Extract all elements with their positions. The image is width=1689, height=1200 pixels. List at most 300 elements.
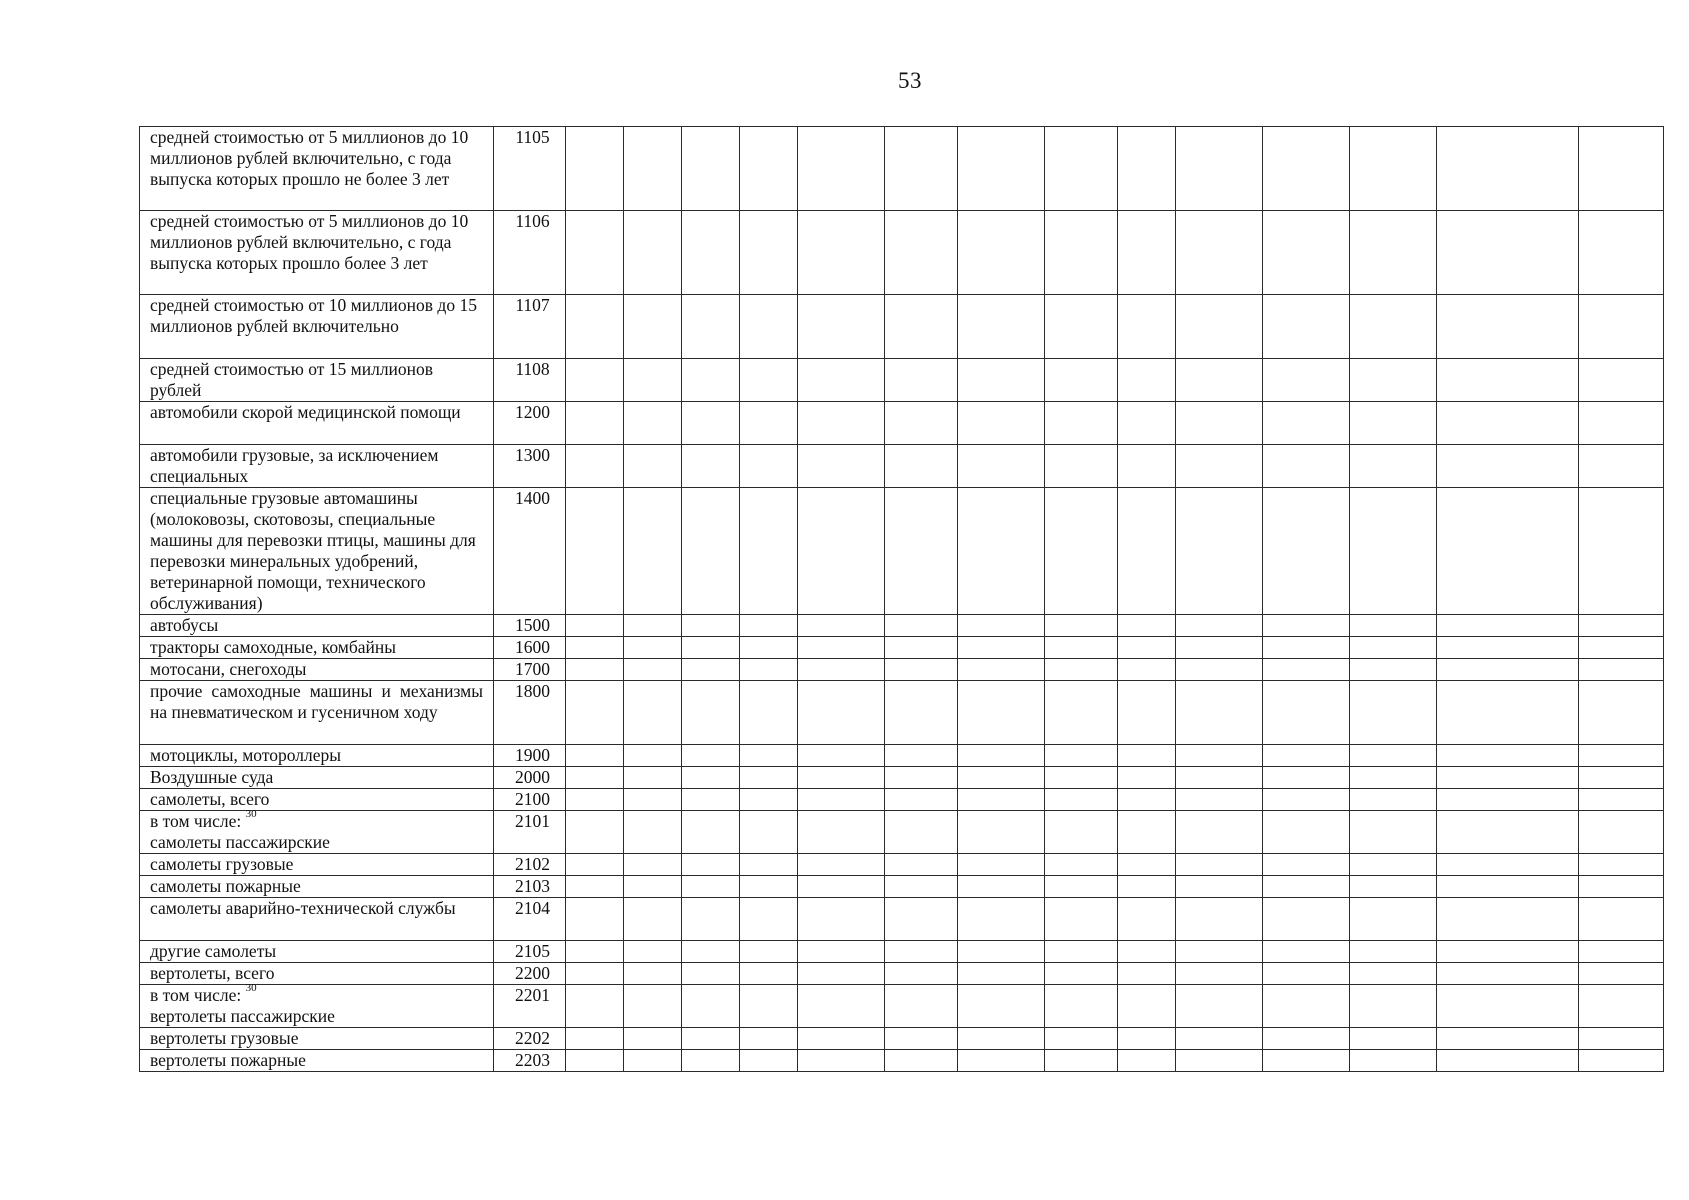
data-entry-cell[interactable]	[1045, 789, 1118, 811]
data-entry-cell[interactable]	[1045, 767, 1118, 789]
data-entry-cell[interactable]	[1118, 127, 1176, 211]
data-entry-cell[interactable]	[798, 767, 885, 789]
data-entry-cell[interactable]	[1118, 811, 1176, 854]
data-entry-cell[interactable]	[798, 1050, 885, 1072]
data-entry-cell[interactable]	[740, 1028, 798, 1050]
data-entry-cell[interactable]	[740, 127, 798, 211]
data-entry-cell[interactable]	[885, 402, 958, 445]
data-entry-cell[interactable]	[1176, 681, 1263, 745]
data-entry-cell[interactable]	[1437, 963, 1579, 985]
data-entry-cell[interactable]	[1118, 659, 1176, 681]
data-entry-cell[interactable]	[740, 745, 798, 767]
data-entry-cell[interactable]	[1118, 854, 1176, 876]
data-entry-cell[interactable]	[1118, 985, 1176, 1028]
data-entry-cell[interactable]	[682, 898, 740, 941]
data-entry-cell[interactable]	[958, 211, 1045, 295]
data-entry-cell[interactable]	[1263, 898, 1350, 941]
data-entry-cell[interactable]	[885, 359, 958, 402]
data-entry-cell[interactable]	[740, 898, 798, 941]
data-entry-cell[interactable]	[682, 659, 740, 681]
data-entry-cell[interactable]	[1263, 811, 1350, 854]
data-entry-cell[interactable]	[566, 659, 624, 681]
data-entry-cell[interactable]	[1045, 811, 1118, 854]
data-entry-cell[interactable]	[1350, 767, 1437, 789]
data-entry-cell[interactable]	[1350, 985, 1437, 1028]
data-entry-cell[interactable]	[885, 615, 958, 637]
data-entry-cell[interactable]	[958, 637, 1045, 659]
data-entry-cell[interactable]	[885, 898, 958, 941]
data-entry-cell[interactable]	[740, 876, 798, 898]
data-entry-cell[interactable]	[1437, 854, 1579, 876]
data-entry-cell[interactable]	[1263, 767, 1350, 789]
data-entry-cell[interactable]	[958, 898, 1045, 941]
data-entry-cell[interactable]	[1045, 854, 1118, 876]
data-entry-cell[interactable]	[1045, 615, 1118, 637]
data-entry-cell[interactable]	[682, 615, 740, 637]
data-entry-cell[interactable]	[798, 659, 885, 681]
data-entry-cell[interactable]	[1263, 488, 1350, 615]
data-entry-cell[interactable]	[566, 854, 624, 876]
data-entry-cell[interactable]	[798, 876, 885, 898]
data-entry-cell[interactable]	[624, 211, 682, 295]
data-entry-cell[interactable]	[1263, 295, 1350, 359]
data-entry-cell[interactable]	[740, 789, 798, 811]
data-entry-cell[interactable]	[958, 615, 1045, 637]
data-entry-cell[interactable]	[1579, 211, 1664, 295]
data-entry-cell[interactable]	[1579, 941, 1664, 963]
data-entry-cell[interactable]	[1579, 659, 1664, 681]
data-entry-cell[interactable]	[1118, 963, 1176, 985]
data-entry-cell[interactable]	[1350, 637, 1437, 659]
data-entry-cell[interactable]	[682, 767, 740, 789]
data-entry-cell[interactable]	[566, 745, 624, 767]
data-entry-cell[interactable]	[1176, 1028, 1263, 1050]
data-entry-cell[interactable]	[1263, 659, 1350, 681]
data-entry-cell[interactable]	[958, 941, 1045, 963]
data-entry-cell[interactable]	[1176, 211, 1263, 295]
data-entry-cell[interactable]	[566, 941, 624, 963]
data-entry-cell[interactable]	[1118, 789, 1176, 811]
data-entry-cell[interactable]	[1437, 941, 1579, 963]
data-entry-cell[interactable]	[958, 402, 1045, 445]
data-entry-cell[interactable]	[1045, 876, 1118, 898]
data-entry-cell[interactable]	[958, 876, 1045, 898]
data-entry-cell[interactable]	[1437, 637, 1579, 659]
data-entry-cell[interactable]	[1045, 445, 1118, 488]
data-entry-cell[interactable]	[566, 1028, 624, 1050]
data-entry-cell[interactable]	[1437, 745, 1579, 767]
data-entry-cell[interactable]	[1263, 445, 1350, 488]
data-entry-cell[interactable]	[1437, 659, 1579, 681]
data-entry-cell[interactable]	[798, 295, 885, 359]
data-entry-cell[interactable]	[566, 898, 624, 941]
data-entry-cell[interactable]	[682, 941, 740, 963]
data-entry-cell[interactable]	[624, 659, 682, 681]
data-entry-cell[interactable]	[682, 876, 740, 898]
data-entry-cell[interactable]	[885, 295, 958, 359]
data-entry-cell[interactable]	[740, 295, 798, 359]
data-entry-cell[interactable]	[682, 488, 740, 615]
data-entry-cell[interactable]	[1176, 637, 1263, 659]
data-entry-cell[interactable]	[1045, 941, 1118, 963]
data-entry-cell[interactable]	[885, 127, 958, 211]
data-entry-cell[interactable]	[1118, 941, 1176, 963]
data-entry-cell[interactable]	[958, 127, 1045, 211]
data-entry-cell[interactable]	[1350, 402, 1437, 445]
data-entry-cell[interactable]	[624, 767, 682, 789]
data-entry-cell[interactable]	[885, 811, 958, 854]
data-entry-cell[interactable]	[740, 985, 798, 1028]
data-entry-cell[interactable]	[1045, 985, 1118, 1028]
data-entry-cell[interactable]	[1045, 745, 1118, 767]
data-entry-cell[interactable]	[1118, 295, 1176, 359]
data-entry-cell[interactable]	[1350, 789, 1437, 811]
data-entry-cell[interactable]	[740, 359, 798, 402]
data-entry-cell[interactable]	[624, 445, 682, 488]
data-entry-cell[interactable]	[1263, 789, 1350, 811]
data-entry-cell[interactable]	[1045, 898, 1118, 941]
data-entry-cell[interactable]	[1350, 854, 1437, 876]
data-entry-cell[interactable]	[566, 359, 624, 402]
data-entry-cell[interactable]	[1350, 1050, 1437, 1072]
data-entry-cell[interactable]	[1579, 615, 1664, 637]
data-entry-cell[interactable]	[1045, 637, 1118, 659]
data-entry-cell[interactable]	[1579, 876, 1664, 898]
data-entry-cell[interactable]	[1579, 767, 1664, 789]
data-entry-cell[interactable]	[1437, 985, 1579, 1028]
data-entry-cell[interactable]	[1579, 445, 1664, 488]
data-entry-cell[interactable]	[1350, 445, 1437, 488]
data-entry-cell[interactable]	[1579, 854, 1664, 876]
data-entry-cell[interactable]	[958, 963, 1045, 985]
data-entry-cell[interactable]	[798, 402, 885, 445]
data-entry-cell[interactable]	[566, 876, 624, 898]
data-entry-cell[interactable]	[1437, 811, 1579, 854]
data-entry-cell[interactable]	[1263, 745, 1350, 767]
data-entry-cell[interactable]	[682, 1028, 740, 1050]
data-entry-cell[interactable]	[1045, 295, 1118, 359]
data-entry-cell[interactable]	[1176, 295, 1263, 359]
data-entry-cell[interactable]	[798, 985, 885, 1028]
data-entry-cell[interactable]	[1350, 876, 1437, 898]
data-entry-cell[interactable]	[1437, 681, 1579, 745]
data-entry-cell[interactable]	[798, 445, 885, 488]
data-entry-cell[interactable]	[1263, 615, 1350, 637]
data-entry-cell[interactable]	[682, 985, 740, 1028]
data-entry-cell[interactable]	[885, 659, 958, 681]
data-entry-cell[interactable]	[885, 445, 958, 488]
data-entry-cell[interactable]	[1263, 854, 1350, 876]
data-entry-cell[interactable]	[1579, 295, 1664, 359]
data-entry-cell[interactable]	[1579, 985, 1664, 1028]
data-entry-cell[interactable]	[740, 615, 798, 637]
data-entry-cell[interactable]	[1437, 898, 1579, 941]
data-entry-cell[interactable]	[624, 681, 682, 745]
data-entry-cell[interactable]	[1437, 789, 1579, 811]
data-entry-cell[interactable]	[566, 445, 624, 488]
data-entry-cell[interactable]	[1118, 615, 1176, 637]
data-entry-cell[interactable]	[1579, 127, 1664, 211]
data-entry-cell[interactable]	[798, 745, 885, 767]
data-entry-cell[interactable]	[740, 811, 798, 854]
data-entry-cell[interactable]	[1263, 359, 1350, 402]
data-entry-cell[interactable]	[740, 681, 798, 745]
data-entry-cell[interactable]	[1263, 127, 1350, 211]
data-entry-cell[interactable]	[566, 1050, 624, 1072]
data-entry-cell[interactable]	[798, 898, 885, 941]
data-entry-cell[interactable]	[1437, 1050, 1579, 1072]
data-entry-cell[interactable]	[1176, 876, 1263, 898]
data-entry-cell[interactable]	[1045, 488, 1118, 615]
data-entry-cell[interactable]	[1118, 745, 1176, 767]
data-entry-cell[interactable]	[624, 127, 682, 211]
data-entry-cell[interactable]	[566, 211, 624, 295]
data-entry-cell[interactable]	[1263, 876, 1350, 898]
data-entry-cell[interactable]	[1350, 811, 1437, 854]
data-entry-cell[interactable]	[1350, 295, 1437, 359]
data-entry-cell[interactable]	[682, 963, 740, 985]
data-entry-cell[interactable]	[682, 637, 740, 659]
data-entry-cell[interactable]	[624, 615, 682, 637]
data-entry-cell[interactable]	[1118, 211, 1176, 295]
data-entry-cell[interactable]	[624, 876, 682, 898]
data-entry-cell[interactable]	[624, 745, 682, 767]
data-entry-cell[interactable]	[1579, 963, 1664, 985]
data-entry-cell[interactable]	[885, 745, 958, 767]
data-entry-cell[interactable]	[566, 488, 624, 615]
data-entry-cell[interactable]	[1350, 745, 1437, 767]
data-entry-cell[interactable]	[1579, 811, 1664, 854]
data-entry-cell[interactable]	[740, 488, 798, 615]
data-entry-cell[interactable]	[1350, 488, 1437, 615]
data-entry-cell[interactable]	[958, 445, 1045, 488]
data-entry-cell[interactable]	[1437, 876, 1579, 898]
data-entry-cell[interactable]	[885, 681, 958, 745]
data-entry-cell[interactable]	[1176, 745, 1263, 767]
data-entry-cell[interactable]	[1045, 127, 1118, 211]
data-entry-cell[interactable]	[1350, 681, 1437, 745]
data-entry-cell[interactable]	[798, 811, 885, 854]
data-entry-cell[interactable]	[682, 789, 740, 811]
data-entry-cell[interactable]	[1437, 1028, 1579, 1050]
data-entry-cell[interactable]	[1579, 745, 1664, 767]
data-entry-cell[interactable]	[1437, 767, 1579, 789]
data-entry-cell[interactable]	[885, 767, 958, 789]
data-entry-cell[interactable]	[682, 402, 740, 445]
data-entry-cell[interactable]	[1350, 615, 1437, 637]
data-entry-cell[interactable]	[566, 681, 624, 745]
data-entry-cell[interactable]	[798, 127, 885, 211]
data-entry-cell[interactable]	[1118, 359, 1176, 402]
data-entry-cell[interactable]	[624, 359, 682, 402]
data-entry-cell[interactable]	[740, 767, 798, 789]
data-entry-cell[interactable]	[740, 637, 798, 659]
data-entry-cell[interactable]	[1045, 963, 1118, 985]
data-entry-cell[interactable]	[1176, 402, 1263, 445]
data-entry-cell[interactable]	[1176, 941, 1263, 963]
data-entry-cell[interactable]	[1437, 211, 1579, 295]
data-entry-cell[interactable]	[740, 402, 798, 445]
data-entry-cell[interactable]	[885, 985, 958, 1028]
data-entry-cell[interactable]	[958, 488, 1045, 615]
data-entry-cell[interactable]	[958, 359, 1045, 402]
data-entry-cell[interactable]	[1118, 488, 1176, 615]
data-entry-cell[interactable]	[1263, 402, 1350, 445]
data-entry-cell[interactable]	[1118, 1050, 1176, 1072]
data-entry-cell[interactable]	[798, 637, 885, 659]
data-entry-cell[interactable]	[1263, 985, 1350, 1028]
data-entry-cell[interactable]	[740, 963, 798, 985]
data-entry-cell[interactable]	[1176, 359, 1263, 402]
data-entry-cell[interactable]	[958, 854, 1045, 876]
data-entry-cell[interactable]	[566, 402, 624, 445]
data-entry-cell[interactable]	[798, 681, 885, 745]
data-entry-cell[interactable]	[1176, 767, 1263, 789]
data-entry-cell[interactable]	[798, 488, 885, 615]
data-entry-cell[interactable]	[624, 963, 682, 985]
data-entry-cell[interactable]	[1045, 659, 1118, 681]
data-entry-cell[interactable]	[958, 745, 1045, 767]
data-entry-cell[interactable]	[682, 295, 740, 359]
data-entry-cell[interactable]	[566, 637, 624, 659]
data-entry-cell[interactable]	[566, 127, 624, 211]
data-entry-cell[interactable]	[740, 854, 798, 876]
data-entry-cell[interactable]	[885, 488, 958, 615]
data-entry-cell[interactable]	[624, 985, 682, 1028]
data-entry-cell[interactable]	[1045, 359, 1118, 402]
data-entry-cell[interactable]	[958, 295, 1045, 359]
data-entry-cell[interactable]	[958, 811, 1045, 854]
data-entry-cell[interactable]	[798, 941, 885, 963]
data-entry-cell[interactable]	[1118, 767, 1176, 789]
data-entry-cell[interactable]	[1118, 637, 1176, 659]
data-entry-cell[interactable]	[1437, 359, 1579, 402]
data-entry-cell[interactable]	[566, 963, 624, 985]
data-entry-cell[interactable]	[1176, 854, 1263, 876]
data-entry-cell[interactable]	[958, 985, 1045, 1028]
data-entry-cell[interactable]	[1176, 898, 1263, 941]
data-entry-cell[interactable]	[1579, 402, 1664, 445]
data-entry-cell[interactable]	[1579, 789, 1664, 811]
data-entry-cell[interactable]	[1350, 963, 1437, 985]
data-entry-cell[interactable]	[624, 854, 682, 876]
data-entry-cell[interactable]	[1263, 963, 1350, 985]
data-entry-cell[interactable]	[1176, 127, 1263, 211]
data-entry-cell[interactable]	[798, 1028, 885, 1050]
data-entry-cell[interactable]	[1579, 488, 1664, 615]
data-entry-cell[interactable]	[1263, 1028, 1350, 1050]
data-entry-cell[interactable]	[1437, 127, 1579, 211]
data-entry-cell[interactable]	[682, 127, 740, 211]
data-entry-cell[interactable]	[1045, 211, 1118, 295]
data-entry-cell[interactable]	[885, 789, 958, 811]
data-entry-cell[interactable]	[958, 1050, 1045, 1072]
data-entry-cell[interactable]	[624, 295, 682, 359]
data-entry-cell[interactable]	[682, 211, 740, 295]
data-entry-cell[interactable]	[798, 789, 885, 811]
data-entry-cell[interactable]	[682, 1050, 740, 1072]
data-entry-cell[interactable]	[1118, 1028, 1176, 1050]
data-entry-cell[interactable]	[958, 659, 1045, 681]
data-entry-cell[interactable]	[682, 681, 740, 745]
data-entry-cell[interactable]	[682, 359, 740, 402]
data-entry-cell[interactable]	[1176, 985, 1263, 1028]
data-entry-cell[interactable]	[740, 211, 798, 295]
data-entry-cell[interactable]	[682, 811, 740, 854]
data-entry-cell[interactable]	[566, 811, 624, 854]
data-entry-cell[interactable]	[1350, 1028, 1437, 1050]
data-entry-cell[interactable]	[1263, 941, 1350, 963]
data-entry-cell[interactable]	[1579, 898, 1664, 941]
data-entry-cell[interactable]	[798, 963, 885, 985]
data-entry-cell[interactable]	[740, 659, 798, 681]
data-entry-cell[interactable]	[682, 854, 740, 876]
data-entry-cell[interactable]	[740, 941, 798, 963]
data-entry-cell[interactable]	[1437, 402, 1579, 445]
data-entry-cell[interactable]	[885, 1028, 958, 1050]
data-entry-cell[interactable]	[1176, 1050, 1263, 1072]
data-entry-cell[interactable]	[1176, 615, 1263, 637]
data-entry-cell[interactable]	[1045, 402, 1118, 445]
data-entry-cell[interactable]	[1176, 445, 1263, 488]
data-entry-cell[interactable]	[624, 402, 682, 445]
data-entry-cell[interactable]	[1350, 211, 1437, 295]
data-entry-cell[interactable]	[624, 941, 682, 963]
data-entry-cell[interactable]	[1579, 637, 1664, 659]
data-entry-cell[interactable]	[740, 1050, 798, 1072]
data-entry-cell[interactable]	[958, 1028, 1045, 1050]
data-entry-cell[interactable]	[1263, 1050, 1350, 1072]
data-entry-cell[interactable]	[958, 681, 1045, 745]
data-entry-cell[interactable]	[885, 876, 958, 898]
data-entry-cell[interactable]	[624, 1050, 682, 1072]
data-entry-cell[interactable]	[566, 615, 624, 637]
data-entry-cell[interactable]	[682, 745, 740, 767]
data-entry-cell[interactable]	[1579, 1028, 1664, 1050]
data-entry-cell[interactable]	[1437, 488, 1579, 615]
data-entry-cell[interactable]	[1176, 659, 1263, 681]
data-entry-cell[interactable]	[624, 488, 682, 615]
data-entry-cell[interactable]	[624, 898, 682, 941]
data-entry-cell[interactable]	[624, 1028, 682, 1050]
data-entry-cell[interactable]	[885, 211, 958, 295]
data-entry-cell[interactable]	[1437, 295, 1579, 359]
data-entry-cell[interactable]	[1350, 898, 1437, 941]
data-entry-cell[interactable]	[624, 637, 682, 659]
data-entry-cell[interactable]	[1118, 898, 1176, 941]
data-entry-cell[interactable]	[624, 811, 682, 854]
data-entry-cell[interactable]	[1045, 1028, 1118, 1050]
data-entry-cell[interactable]	[1350, 359, 1437, 402]
data-entry-cell[interactable]	[1118, 445, 1176, 488]
data-entry-cell[interactable]	[1045, 1050, 1118, 1072]
data-entry-cell[interactable]	[798, 615, 885, 637]
data-entry-cell[interactable]	[1118, 876, 1176, 898]
data-entry-cell[interactable]	[1118, 681, 1176, 745]
data-entry-cell[interactable]	[566, 295, 624, 359]
data-entry-cell[interactable]	[1579, 681, 1664, 745]
data-entry-cell[interactable]	[1437, 615, 1579, 637]
data-entry-cell[interactable]	[885, 1050, 958, 1072]
data-entry-cell[interactable]	[566, 767, 624, 789]
data-entry-cell[interactable]	[740, 445, 798, 488]
data-entry-cell[interactable]	[885, 941, 958, 963]
data-entry-cell[interactable]	[1437, 445, 1579, 488]
data-entry-cell[interactable]	[1263, 637, 1350, 659]
data-entry-cell[interactable]	[1176, 963, 1263, 985]
data-entry-cell[interactable]	[958, 767, 1045, 789]
data-entry-cell[interactable]	[1579, 1050, 1664, 1072]
